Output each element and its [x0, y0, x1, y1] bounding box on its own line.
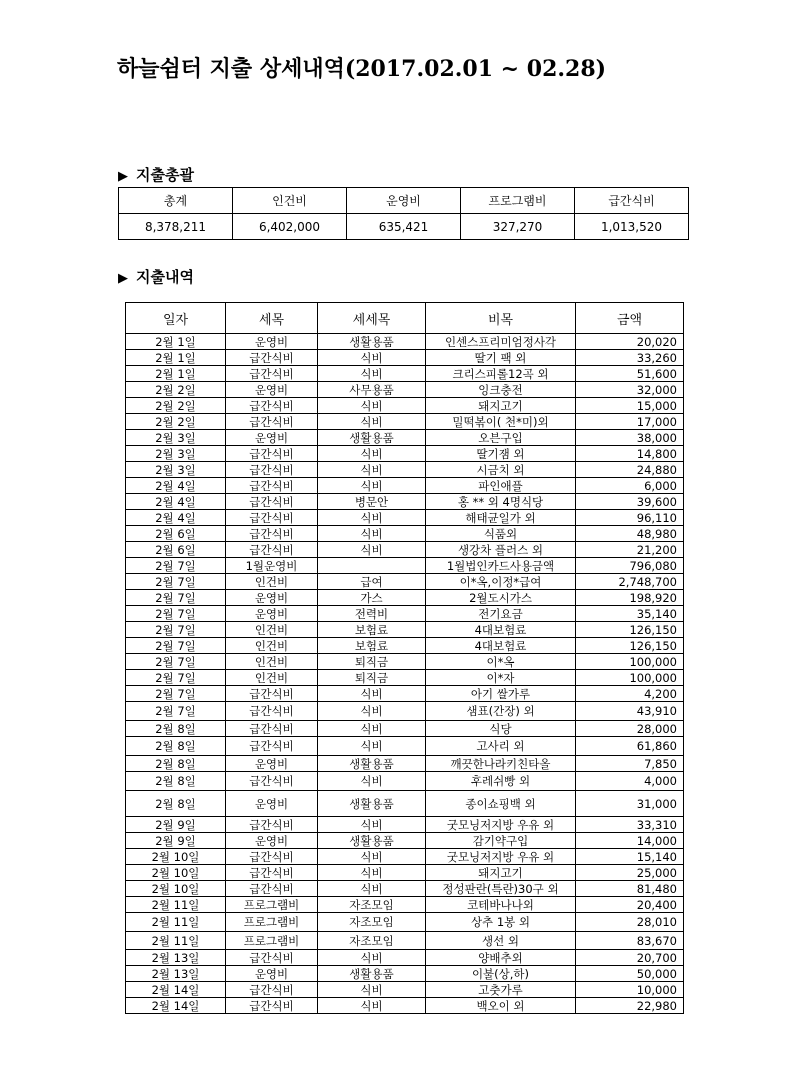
- category-cell: 인건비: [226, 622, 318, 638]
- subcategory-cell: 사무용품: [318, 382, 426, 398]
- item-cell: 고사리 외: [426, 737, 576, 756]
- amount-cell: 2,748,700: [576, 574, 684, 590]
- amount-cell: 15,140: [576, 849, 684, 865]
- item-cell: 이*옥,이정*급여: [426, 574, 576, 590]
- category-cell: 급간식비: [226, 494, 318, 510]
- subcategory-cell: 식비: [318, 462, 426, 478]
- amount-cell: 51,600: [576, 366, 684, 382]
- amount-cell: 25,000: [576, 865, 684, 881]
- date-cell: 2월 7일: [126, 606, 226, 622]
- date-cell: 2월 9일: [126, 817, 226, 833]
- date-cell: 2월 7일: [126, 622, 226, 638]
- amount-cell: 81,480: [576, 881, 684, 897]
- table-row: [126, 982, 684, 998]
- category-cell: 급간식비: [226, 366, 318, 382]
- category-cell: 급간식비: [226, 998, 318, 1014]
- table-row: [126, 542, 684, 558]
- amount-cell: 10,000: [576, 982, 684, 998]
- category-cell: 인건비: [226, 670, 318, 686]
- item-cell: 이불(상,하): [426, 966, 576, 982]
- summary-header-row: [119, 188, 689, 214]
- date-cell: 2월 2일: [126, 414, 226, 430]
- category-cell: 운영비: [226, 334, 318, 350]
- table-row: [126, 670, 684, 686]
- category-cell: 급간식비: [226, 737, 318, 756]
- table-row: [126, 998, 684, 1014]
- detail-header-row: [126, 303, 684, 334]
- date-cell: 2월 7일: [126, 590, 226, 606]
- amount-cell: 4,200: [576, 686, 684, 702]
- date-cell: 2월 4일: [126, 478, 226, 494]
- amount-cell: 126,150: [576, 638, 684, 654]
- table-row: [126, 913, 684, 932]
- date-cell: 2월 14일: [126, 982, 226, 998]
- amount-cell: 4,000: [576, 772, 684, 791]
- category-cell: 급간식비: [226, 462, 318, 478]
- subcategory-cell: 전력비: [318, 606, 426, 622]
- subcategory-cell: 보험료: [318, 622, 426, 638]
- date-cell: 2월 11일: [126, 932, 226, 950]
- summary-header-cell: 운영비: [347, 188, 461, 214]
- date-cell: 2월 7일: [126, 702, 226, 721]
- table-row: [126, 366, 684, 382]
- amount-cell: 7,850: [576, 756, 684, 772]
- table-row: [126, 478, 684, 494]
- category-cell: 급간식비: [226, 478, 318, 494]
- category-cell: 인건비: [226, 638, 318, 654]
- amount-cell: 22,980: [576, 998, 684, 1014]
- table-row: [126, 737, 684, 756]
- date-cell: 2월 8일: [126, 737, 226, 756]
- summary-table: [118, 187, 689, 240]
- item-cell: 정성판란(특란)30구 외: [426, 881, 576, 897]
- subcategory-cell: 생활용품: [318, 833, 426, 849]
- subcategory-cell: 생활용품: [318, 334, 426, 350]
- table-row: [126, 791, 684, 817]
- table-row: [126, 414, 684, 430]
- date-cell: 2월 1일: [126, 366, 226, 382]
- category-cell: 급간식비: [226, 398, 318, 414]
- item-cell: 딸기 팩 외: [426, 350, 576, 366]
- date-cell: 2월 8일: [126, 756, 226, 772]
- amount-cell: 20,020: [576, 334, 684, 350]
- table-row: [126, 865, 684, 881]
- category-cell: 인건비: [226, 654, 318, 670]
- table-row: [126, 462, 684, 478]
- category-cell: 급간식비: [226, 772, 318, 791]
- summary-value-cell: 327,270: [461, 214, 575, 240]
- category-cell: 급간식비: [226, 721, 318, 737]
- item-cell: 종이쇼핑백 외: [426, 791, 576, 817]
- amount-cell: 14,000: [576, 833, 684, 849]
- category-cell: 프로그램비: [226, 932, 318, 950]
- item-cell: 코테바나나외: [426, 897, 576, 913]
- item-cell: 식당: [426, 721, 576, 737]
- date-cell: 2월 13일: [126, 966, 226, 982]
- amount-cell: 17,000: [576, 414, 684, 430]
- date-cell: 2월 4일: [126, 494, 226, 510]
- subcategory-cell: [318, 558, 426, 574]
- item-cell: 1월법인카드사용금액: [426, 558, 576, 574]
- date-cell: 2월 7일: [126, 654, 226, 670]
- summary-header-cell: 인건비: [233, 188, 347, 214]
- summary-value-row: [119, 214, 689, 240]
- date-cell: 2월 11일: [126, 913, 226, 932]
- item-cell: 시금치 외: [426, 462, 576, 478]
- table-row: [126, 849, 684, 865]
- subcategory-cell: 식비: [318, 542, 426, 558]
- table-row: [126, 382, 684, 398]
- date-cell: 2월 7일: [126, 574, 226, 590]
- date-cell: 2월 2일: [126, 398, 226, 414]
- amount-cell: 198,920: [576, 590, 684, 606]
- item-cell: 전기요금: [426, 606, 576, 622]
- subcategory-cell: 가스: [318, 590, 426, 606]
- date-cell: 2월 6일: [126, 542, 226, 558]
- subcategory-cell: 식비: [318, 950, 426, 966]
- date-cell: 2월 10일: [126, 881, 226, 897]
- table-row: [126, 756, 684, 772]
- category-cell: 프로그램비: [226, 897, 318, 913]
- item-cell: 4대보험료: [426, 622, 576, 638]
- amount-cell: 35,140: [576, 606, 684, 622]
- item-cell: 밀떡볶이( 천*미)외: [426, 414, 576, 430]
- amount-cell: 24,880: [576, 462, 684, 478]
- subcategory-cell: 식비: [318, 414, 426, 430]
- subcategory-cell: 식비: [318, 998, 426, 1014]
- category-cell: 급간식비: [226, 526, 318, 542]
- detail-header-cell: 세세목: [318, 303, 426, 334]
- table-row: [126, 430, 684, 446]
- table-row: [126, 966, 684, 982]
- amount-cell: 14,800: [576, 446, 684, 462]
- category-cell: 운영비: [226, 430, 318, 446]
- date-cell: 2월 10일: [126, 865, 226, 881]
- date-cell: 2월 7일: [126, 670, 226, 686]
- date-cell: 2월 4일: [126, 510, 226, 526]
- category-cell: 급간식비: [226, 849, 318, 865]
- subcategory-cell: 식비: [318, 446, 426, 462]
- subcategory-cell: 식비: [318, 686, 426, 702]
- item-cell: 백오이 외: [426, 998, 576, 1014]
- category-cell: 급간식비: [226, 542, 318, 558]
- subcategory-cell: 자조모임: [318, 897, 426, 913]
- table-row: [126, 526, 684, 542]
- table-row: [126, 686, 684, 702]
- table-row: [126, 833, 684, 849]
- subcategory-cell: 식비: [318, 737, 426, 756]
- item-cell: 홍 ** 외 4명식당: [426, 494, 576, 510]
- detail-body: [126, 334, 684, 1014]
- summary-value-cell: 8,378,211: [119, 214, 233, 240]
- subcategory-cell: 퇴직금: [318, 670, 426, 686]
- date-cell: 2월 3일: [126, 446, 226, 462]
- table-row: [126, 334, 684, 350]
- item-cell: 해태균일가 외: [426, 510, 576, 526]
- date-cell: 2월 1일: [126, 334, 226, 350]
- subcategory-cell: 식비: [318, 510, 426, 526]
- table-row: [126, 721, 684, 737]
- category-cell: 인건비: [226, 574, 318, 590]
- category-cell: 급간식비: [226, 446, 318, 462]
- subcategory-cell: 보험료: [318, 638, 426, 654]
- table-row: [126, 897, 684, 913]
- item-cell: 잉크충전: [426, 382, 576, 398]
- amount-cell: 33,310: [576, 817, 684, 833]
- subcategory-cell: 병문안: [318, 494, 426, 510]
- date-cell: 2월 2일: [126, 382, 226, 398]
- table-row: [126, 590, 684, 606]
- date-cell: 2월 10일: [126, 849, 226, 865]
- summary-heading: [118, 164, 194, 185]
- item-cell: 생선 외: [426, 932, 576, 950]
- subcategory-cell: 식비: [318, 478, 426, 494]
- table-row: [126, 638, 684, 654]
- category-cell: 운영비: [226, 791, 318, 817]
- category-cell: 운영비: [226, 966, 318, 982]
- item-cell: 깨끗한나라키친타올: [426, 756, 576, 772]
- subcategory-cell: 식비: [318, 865, 426, 881]
- subcategory-cell: 급여: [318, 574, 426, 590]
- category-cell: 급간식비: [226, 865, 318, 881]
- item-cell: 4대보험료: [426, 638, 576, 654]
- item-cell: 이*옥: [426, 654, 576, 670]
- amount-cell: 100,000: [576, 670, 684, 686]
- date-cell: 2월 3일: [126, 430, 226, 446]
- amount-cell: 31,000: [576, 791, 684, 817]
- category-cell: 급간식비: [226, 817, 318, 833]
- date-cell: 2월 11일: [126, 897, 226, 913]
- item-cell: 돼지고기: [426, 398, 576, 414]
- item-cell: 이*자: [426, 670, 576, 686]
- amount-cell: 6,000: [576, 478, 684, 494]
- item-cell: 굿모닝저지방 우유 외: [426, 849, 576, 865]
- subcategory-cell: 식비: [318, 817, 426, 833]
- item-cell: 후레쉬빵 외: [426, 772, 576, 791]
- subcategory-cell: 생활용품: [318, 791, 426, 817]
- table-row: [126, 932, 684, 950]
- item-cell: 생강차 플러스 외: [426, 542, 576, 558]
- category-cell: 급간식비: [226, 510, 318, 526]
- item-cell: 굿모닝저지방 우유 외: [426, 817, 576, 833]
- table-row: [126, 606, 684, 622]
- table-row: [126, 350, 684, 366]
- summary-header-cell: 프로그램비: [461, 188, 575, 214]
- category-cell: 급간식비: [226, 881, 318, 897]
- table-row: [126, 574, 684, 590]
- item-cell: 오븐구입: [426, 430, 576, 446]
- date-cell: 2월 8일: [126, 721, 226, 737]
- table-row: [126, 398, 684, 414]
- date-cell: 2월 3일: [126, 462, 226, 478]
- amount-cell: 96,110: [576, 510, 684, 526]
- category-cell: 1월운영비: [226, 558, 318, 574]
- amount-cell: 21,200: [576, 542, 684, 558]
- amount-cell: 39,600: [576, 494, 684, 510]
- table-row: [126, 817, 684, 833]
- amount-cell: 100,000: [576, 654, 684, 670]
- subcategory-cell: 식비: [318, 702, 426, 721]
- summary-value-cell: 635,421: [347, 214, 461, 240]
- date-cell: 2월 7일: [126, 558, 226, 574]
- detail-heading-label: 지출내역: [136, 268, 194, 286]
- table-row: [126, 622, 684, 638]
- subcategory-cell: 식비: [318, 881, 426, 897]
- amount-cell: 796,080: [576, 558, 684, 574]
- item-cell: 고춧가루: [426, 982, 576, 998]
- triangle-bullet-icon: ▶: [118, 169, 128, 184]
- category-cell: 급간식비: [226, 982, 318, 998]
- date-cell: 2월 13일: [126, 950, 226, 966]
- item-cell: 인센스프리미엄정사각: [426, 334, 576, 350]
- category-cell: 급간식비: [226, 350, 318, 366]
- subcategory-cell: 식비: [318, 366, 426, 382]
- category-cell: 급간식비: [226, 414, 318, 430]
- subcategory-cell: 자조모임: [318, 932, 426, 950]
- detail-heading: [118, 266, 194, 287]
- category-cell: 운영비: [226, 756, 318, 772]
- subcategory-cell: 식비: [318, 721, 426, 737]
- category-cell: 운영비: [226, 382, 318, 398]
- amount-cell: 50,000: [576, 966, 684, 982]
- subcategory-cell: 생활용품: [318, 430, 426, 446]
- category-cell: 운영비: [226, 833, 318, 849]
- item-cell: 상추 1봉 외: [426, 913, 576, 932]
- table-row: [126, 950, 684, 966]
- summary-value-cell: 1,013,520: [575, 214, 689, 240]
- table-row: [126, 654, 684, 670]
- table-row: [126, 881, 684, 897]
- amount-cell: 33,260: [576, 350, 684, 366]
- table-row: [126, 772, 684, 791]
- subcategory-cell: 식비: [318, 398, 426, 414]
- item-cell: 식품외: [426, 526, 576, 542]
- date-cell: 2월 8일: [126, 772, 226, 791]
- detail-header-cell: 금액: [576, 303, 684, 334]
- date-cell: 2월 9일: [126, 833, 226, 849]
- item-cell: 돼지고기: [426, 865, 576, 881]
- item-cell: 감기약구입: [426, 833, 576, 849]
- amount-cell: 83,670: [576, 932, 684, 950]
- amount-cell: 20,700: [576, 950, 684, 966]
- item-cell: 샘표(간장) 외: [426, 702, 576, 721]
- summary-heading-label: 지출총괄: [136, 166, 194, 184]
- detail-header-cell: 비목: [426, 303, 576, 334]
- amount-cell: 32,000: [576, 382, 684, 398]
- category-cell: 프로그램비: [226, 913, 318, 932]
- date-cell: 2월 6일: [126, 526, 226, 542]
- date-cell: 2월 14일: [126, 998, 226, 1014]
- page-title: 하늘쉼터 지출 상세내역(2017.02.01 ~ 02.28): [117, 56, 607, 82]
- category-cell: 급간식비: [226, 950, 318, 966]
- amount-cell: 126,150: [576, 622, 684, 638]
- table-row: [126, 510, 684, 526]
- amount-cell: 15,000: [576, 398, 684, 414]
- summary-header-cell: 총계: [119, 188, 233, 214]
- date-cell: 2월 8일: [126, 791, 226, 817]
- table-row: [126, 702, 684, 721]
- summary-header-cell: 급간식비: [575, 188, 689, 214]
- table-row: [126, 558, 684, 574]
- subcategory-cell: 자조모임: [318, 913, 426, 932]
- detail-table: [125, 302, 684, 1014]
- date-cell: 2월 7일: [126, 638, 226, 654]
- category-cell: 운영비: [226, 590, 318, 606]
- table-row: [126, 446, 684, 462]
- triangle-bullet-icon: ▶: [118, 271, 128, 286]
- date-cell: 2월 1일: [126, 350, 226, 366]
- amount-cell: 43,910: [576, 702, 684, 721]
- item-cell: 파인애플: [426, 478, 576, 494]
- category-cell: 급간식비: [226, 686, 318, 702]
- subcategory-cell: 식비: [318, 526, 426, 542]
- amount-cell: 61,860: [576, 737, 684, 756]
- detail-header-cell: 세목: [226, 303, 318, 334]
- amount-cell: 20,400: [576, 897, 684, 913]
- date-cell: 2월 7일: [126, 686, 226, 702]
- amount-cell: 28,010: [576, 913, 684, 932]
- item-cell: 2월도시가스: [426, 590, 576, 606]
- subcategory-cell: 퇴직금: [318, 654, 426, 670]
- category-cell: 운영비: [226, 606, 318, 622]
- subcategory-cell: 생활용품: [318, 756, 426, 772]
- category-cell: 급간식비: [226, 702, 318, 721]
- summary-value-cell: 6,402,000: [233, 214, 347, 240]
- detail-header-cell: 일자: [126, 303, 226, 334]
- table-row: [126, 494, 684, 510]
- amount-cell: 48,980: [576, 526, 684, 542]
- amount-cell: 28,000: [576, 721, 684, 737]
- subcategory-cell: 식비: [318, 982, 426, 998]
- item-cell: 크리스피롤12곡 외: [426, 366, 576, 382]
- amount-cell: 38,000: [576, 430, 684, 446]
- item-cell: 아기 쌀가루: [426, 686, 576, 702]
- subcategory-cell: 생활용품: [318, 966, 426, 982]
- subcategory-cell: 식비: [318, 849, 426, 865]
- subcategory-cell: 식비: [318, 350, 426, 366]
- item-cell: 양배추외: [426, 950, 576, 966]
- item-cell: 딸기잼 외: [426, 446, 576, 462]
- subcategory-cell: 식비: [318, 772, 426, 791]
